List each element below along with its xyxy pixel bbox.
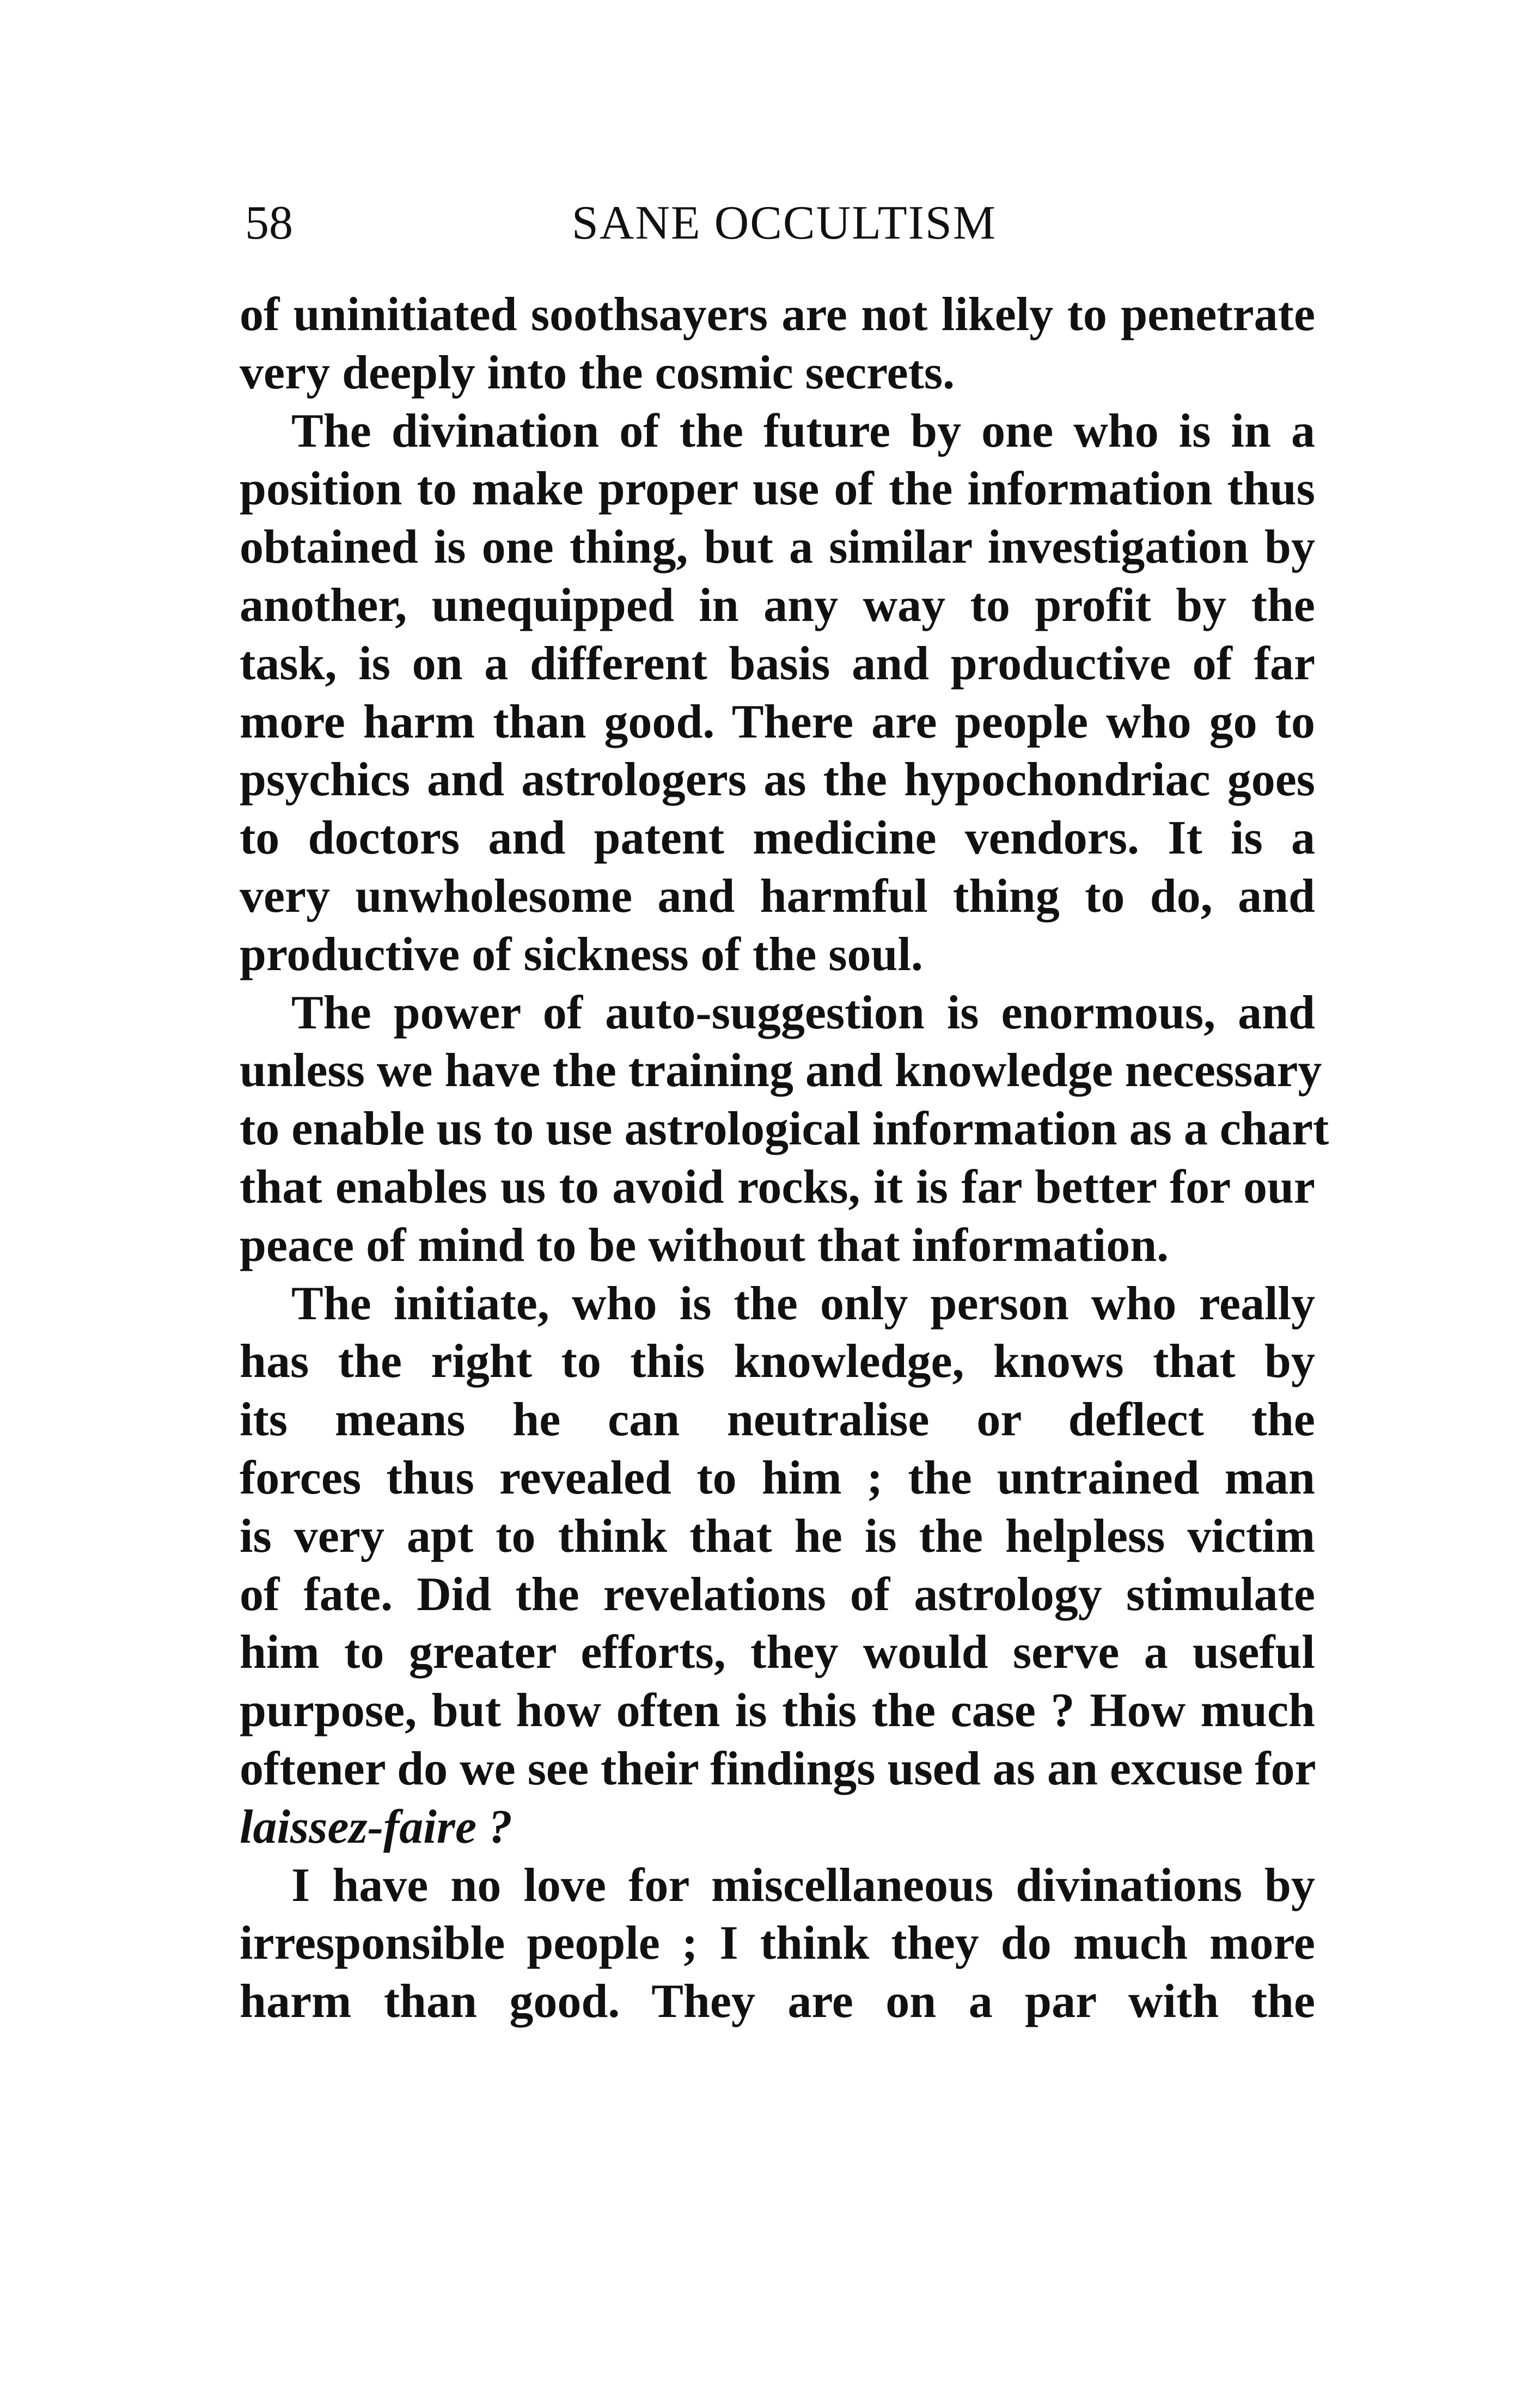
text-line: that enables us to avoid rocks, it is far better for our — [240, 1160, 1315, 1214]
text-line-italic — [240, 1799, 1315, 1857]
text-line: position to make proper use of the information thus — [240, 462, 1315, 516]
text-line: very deeply into the cosmic secrets. — [240, 346, 955, 399]
text-line: psychics and astrologers as the hypochondriac goes — [240, 753, 1315, 807]
running-head — [245, 193, 1323, 253]
text-line: is very apt to think that he is the helpless victim — [240, 1509, 1315, 1563]
text-line: him to greater efforts, they would serve a useful — [240, 1626, 1315, 1679]
text-line: productive of sickness of the soul. — [240, 928, 923, 981]
body-text — [240, 286, 1329, 2031]
text-line: more harm than good. There are people who go to — [240, 695, 1315, 748]
text-line: to enable us to use astrological information as a chart — [240, 1102, 1329, 1156]
text-line: forces thus revealed to him ; the untrained man — [240, 1451, 1315, 1504]
italic-phrase: laissez-faire ? — [240, 1800, 513, 1854]
text-line: very unwholesome and harmful thing to do, and — [240, 869, 1315, 923]
running-title: SANE OCCULTISM — [571, 197, 997, 249]
text-line: has the right to this knowledge, knows that by — [240, 1335, 1315, 1388]
text-line: its means he can neutralise or deflect the — [240, 1393, 1315, 1447]
text-line: peace of mind to be without that information. — [240, 1218, 1169, 1272]
text-line: to doctors and patent medicine vendors. It is a — [240, 812, 1315, 865]
text-line: purpose, but how often is this the case ? How much — [240, 1684, 1315, 1738]
text-line: task, is on a different basis and productive of far — [240, 637, 1315, 690]
text-line: The power of auto-suggestion is enormous, and — [291, 986, 1315, 1039]
text-line: of uninitiated soothsayers are not likely to penetrate — [240, 288, 1315, 341]
text-line: obtained is one thing, but a similar investigation by — [240, 521, 1315, 574]
text-line: The initiate, who is the only person who really — [291, 1277, 1315, 1330]
text-line: The divination of the future by one who is in a — [291, 404, 1315, 458]
text-line: oftener do we see their findings used as an excuse for — [240, 1742, 1316, 1795]
text-line: of fate. Did the revelations of astrology stimulate — [240, 1568, 1315, 1621]
text-line: unless we have the training and knowledge necessary — [240, 1044, 1322, 1098]
text-line: another, unequipped in any way to profit by the — [240, 578, 1315, 632]
text-line: irresponsible people ; I think they do much more — [240, 1917, 1315, 1970]
text-line: I have no love for miscellaneous divinations by — [291, 1858, 1315, 1912]
text-line: harm than good. They are on a par with the — [240, 1975, 1315, 2028]
page-number: 58 — [245, 197, 293, 249]
